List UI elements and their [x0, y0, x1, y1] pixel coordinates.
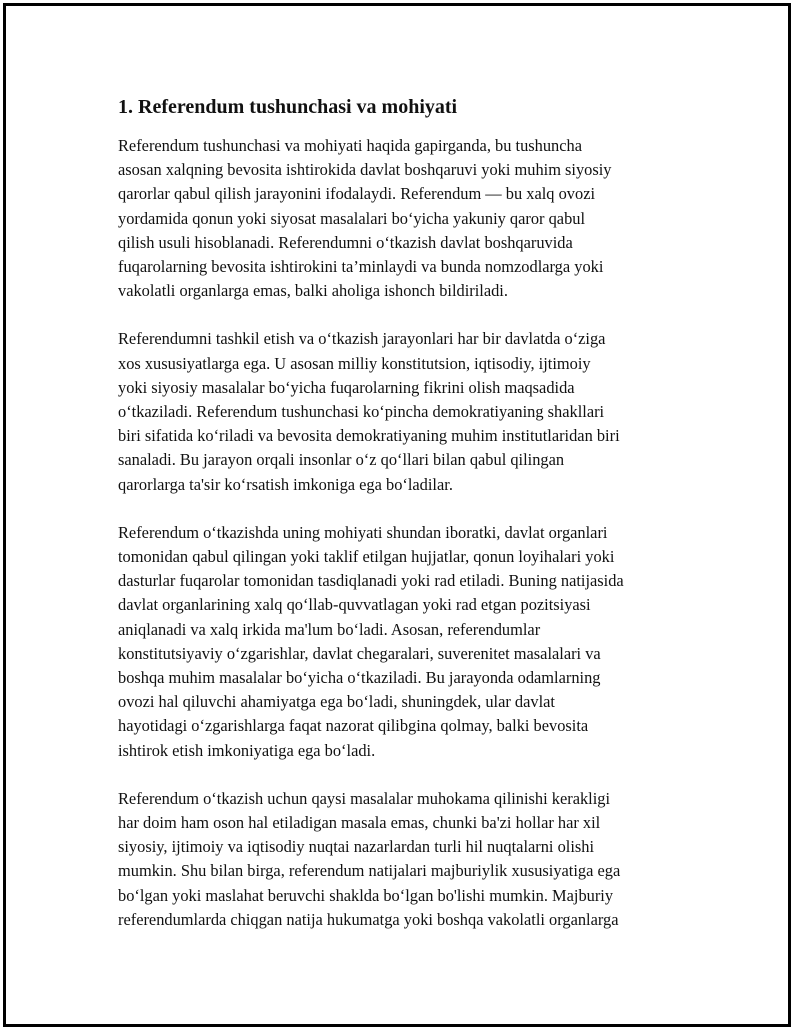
- paragraph-line: davlat organlarining xalq qo‘llab-quvvatlagan yoki rad etgan pozitsiyasi: [118, 595, 591, 615]
- paragraph-line: qarorlarga ta'sir ko‘rsatish imkoniga ega bo‘ladilar.: [118, 474, 453, 494]
- section-heading: 1. Referendum tushunchasi va mohiyati: [118, 96, 458, 118]
- paragraph-line: boshqa muhim masalalar bo‘yicha o‘tkaziladi. Bu jarayonda odamlarning: [118, 668, 601, 688]
- paragraph-line: bo‘lgan yoki maslahat beruvchi shaklda bo‘lgan bo'lishi mumkin. Majburiy: [118, 885, 614, 905]
- paragraph-line: aniqlanadi va xalq irkida ma'lum bo‘ladi. Asosan, referendumlar: [118, 619, 541, 639]
- paragraph-line: asosan xalqning bevosita ishtirokida davlat boshqaruvi yoki muhim siyosiy: [118, 160, 612, 180]
- paragraph-2: [118, 327, 698, 496]
- paragraph-line: ishtirok etish imkoniyatiga ega bo‘ladi.: [118, 740, 376, 760]
- paragraph-line: Referendum o‘tkazishda uning mohiyati shundan iboratki, davlat organlari: [118, 522, 608, 542]
- paragraph-line: tomonidan qabul qilingan yoki taklif etilgan hujjatlar, qonun loyihalari yoki: [118, 547, 615, 567]
- paragraph-line: xos xususiyatlarga ega. U asosan milliy konstitutsion, iqtisodiy, ijtimoiy: [118, 353, 591, 373]
- paragraph-line: Referendum o‘tkazish uchun qaysi masalalar muhokama qilinishi kerakligi: [118, 788, 611, 808]
- paragraph-4: [118, 787, 698, 932]
- paragraph-line: biri sifatida ko‘riladi va bevosita demokratiyaning muhim institutlaridan biri: [118, 426, 620, 446]
- paragraph-line: siyosiy, ijtimoiy va iqtisodiy nuqtai nazarlardan turli hil nuqtalarni olishi: [118, 837, 595, 857]
- paragraph-line: fuqarolarning bevosita ishtirokini ta’minlaydi va bunda nomzodlarga yoki: [118, 257, 604, 277]
- paragraph-line: qilish usuli hisoblanadi. Referendumni o‘tkazish davlat boshqaruvida: [118, 232, 573, 252]
- paragraph-line: konstitutsiyaviy o‘zgarishlar, davlat chegaralari, suverenitet masalalari va: [118, 643, 601, 663]
- paragraph-line: qarorlar qabul qilish jarayonini ifodalaydi. Referendum — bu xalq ovozi: [118, 184, 596, 204]
- paragraph-line: referendumlarda chiqgan natija hukumatga yoki boshqa vakolatli organlarga: [118, 909, 619, 929]
- paragraph-line: yordamida qonun yoki siyosat masalalari bo‘yicha yakuniy qaror qabul: [118, 208, 586, 228]
- paragraph-line: mumkin. Shu bilan birga, referendum natijalari majburiylik xususiyatiga ega: [118, 861, 621, 881]
- paragraph-line: o‘tkaziladi. Referendum tushunchasi ko‘pincha demokratiyaning shakllari: [118, 402, 605, 422]
- paragraph-line: vakolatli organlarga emas, balki aholiga ishonch bildiriladi.: [118, 281, 508, 301]
- paragraph-line: hayotidagi o‘zgarishlarga faqat nazorat qilibgina qolmay, balki bevosita: [118, 716, 589, 736]
- paragraph-line: yoki siyosiy masalalar bo‘yicha fuqarolarning fikrini olish maqsadida: [118, 377, 575, 397]
- paragraph-3: [118, 521, 698, 763]
- paragraph-line: Referendumni tashkil etish va o‘tkazish jarayonlari har bir davlatda o‘ziga: [118, 329, 606, 349]
- paragraph-line: Referendum tushunchasi va mohiyati haqida gapirganda, bu tushuncha: [118, 136, 582, 155]
- paragraph-line: har doim ham oson hal etiladigan masala emas, chunki ba'zi hollar har xil: [118, 813, 601, 833]
- paragraph-line: sanaladi. Bu jarayon orqali insonlar o‘z qo‘llari bilan qabul qilingan: [118, 450, 565, 470]
- paragraph-1: [118, 134, 698, 303]
- document-body: [118, 94, 698, 956]
- paragraph-line: ovozi hal qiluvchi ahamiyatga ega bo‘ladi, shuningdek, ular davlat: [118, 692, 555, 712]
- paragraph-line: dasturlar fuqarolar tomonidan tasdiqlanadi yoki rad etiladi. Buning natijasida: [118, 571, 624, 591]
